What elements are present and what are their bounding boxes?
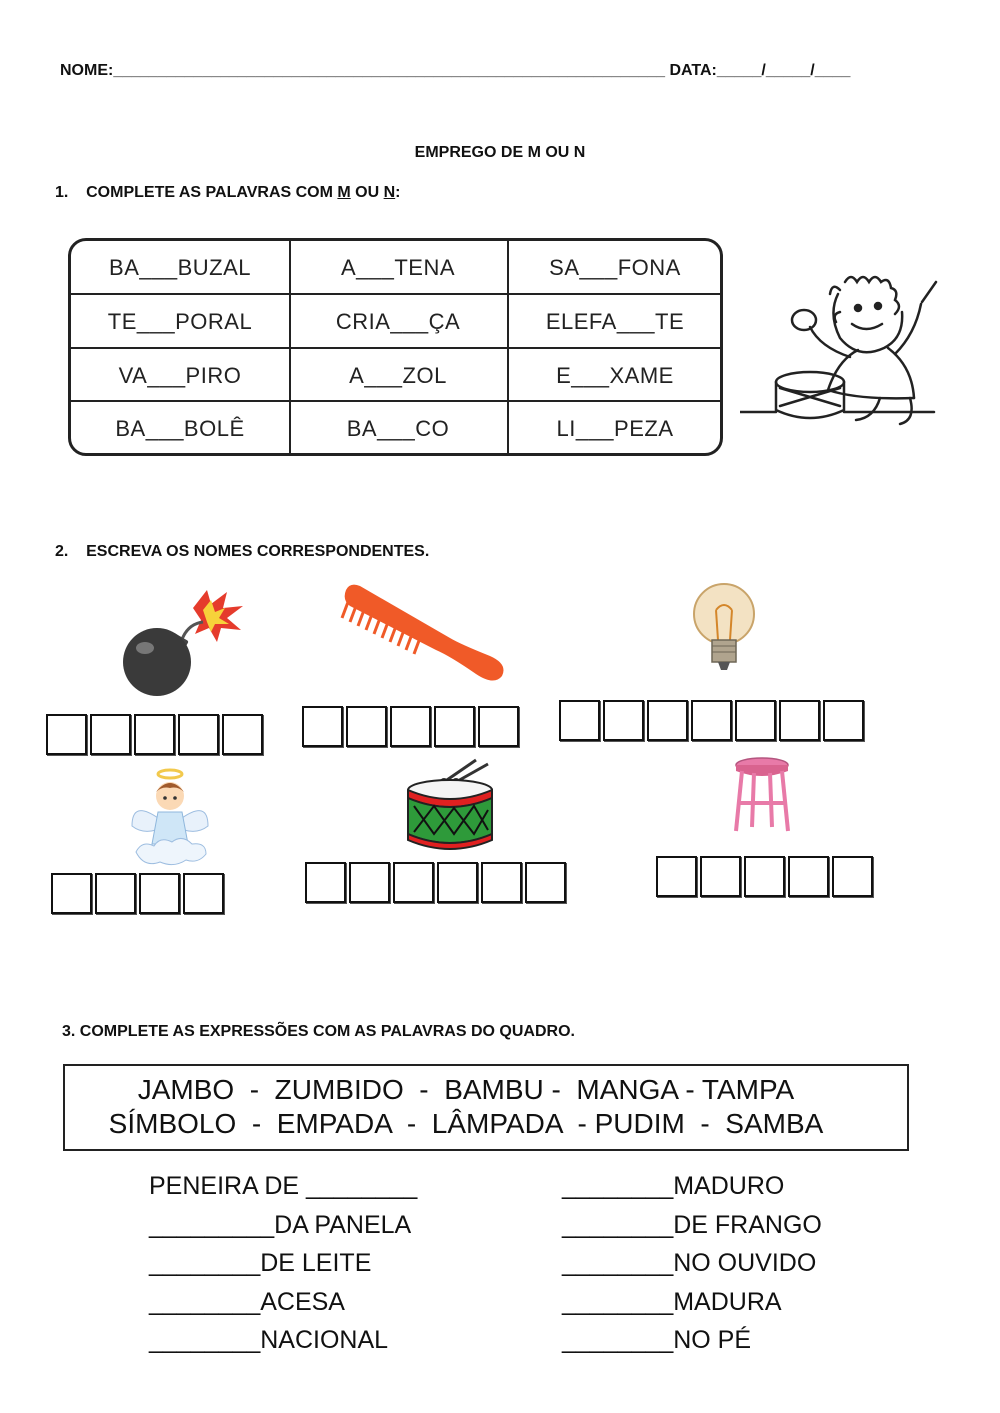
word-cell[interactable]: VA___PIRO [118, 362, 242, 388]
answer-boxes-angel [51, 873, 224, 914]
section1-heading [55, 184, 401, 202]
word-bank-line-1: JAMBO - ZUMBIDO - BAMBU - MANGA - TAMPA [137, 1074, 795, 1105]
word-table [68, 238, 723, 456]
word-cell[interactable]: A___TENA [340, 255, 456, 280]
section1-colon: : [395, 184, 401, 201]
letter-box[interactable] [779, 700, 820, 741]
expression-left-5[interactable]: ________NACIONAL [149, 1326, 389, 1354]
word-cell[interactable]: LI___PEZA [556, 416, 674, 441]
letter-box[interactable] [393, 862, 434, 903]
comb-icon [338, 580, 508, 685]
answer-boxes-drum [305, 862, 566, 903]
word-cell[interactable]: A___ZOL [349, 362, 447, 388]
letter-box[interactable] [434, 706, 475, 747]
letter-box[interactable] [302, 706, 343, 747]
lamp-icon [686, 580, 766, 675]
date-label: DATA: [669, 62, 717, 79]
letter-box[interactable] [222, 714, 263, 755]
letter-box[interactable] [832, 856, 873, 897]
letter-m: M [337, 184, 351, 201]
expression-right-2[interactable]: ________DE FRANGO [562, 1211, 822, 1239]
name-field[interactable]: ______________________________________________________________ [113, 62, 666, 79]
word-cell[interactable]: BA___BUZAL [109, 255, 251, 280]
bomb-icon [115, 588, 250, 698]
stool-icon [730, 755, 795, 835]
word-cell[interactable]: BA___BOLÊ [115, 416, 245, 441]
expression-right-1[interactable]: ________MADURO [562, 1172, 785, 1200]
answer-boxes-comb [302, 706, 519, 747]
letter-box[interactable] [390, 706, 431, 747]
section2-text: ESCREVA OS NOMES CORRESPONDENTES. [86, 543, 430, 560]
letter-box[interactable] [139, 873, 180, 914]
letter-box[interactable] [51, 873, 92, 914]
answer-boxes-bomb [46, 714, 263, 755]
expression-left-2[interactable]: _________DA PANELA [149, 1211, 412, 1239]
letter-box[interactable] [478, 706, 519, 747]
expression-right-5[interactable]: ________NO PÉ [562, 1326, 752, 1354]
letter-box[interactable] [481, 862, 522, 903]
letter-box[interactable] [46, 714, 87, 755]
letter-box[interactable] [788, 856, 829, 897]
section3-heading: 3. COMPLETE AS EXPRESSÕES COM AS PALAVRAS DO QUADRO. [62, 1023, 575, 1040]
angel-icon [130, 768, 210, 866]
word-cell[interactable]: CRIA___ÇA [335, 309, 461, 334]
expression-left-3[interactable]: ________DE LEITE [149, 1249, 372, 1277]
word-bank-line-2: SÍMBOLO - EMPADA - LÂMPADA - PUDIM - SAMBA [108, 1108, 824, 1139]
letter-box[interactable] [349, 862, 390, 903]
expression-left-1[interactable]: PENEIRA DE ________ [149, 1172, 418, 1200]
expression-right-3[interactable]: ________NO OUVIDO [562, 1249, 817, 1277]
drum-icon [404, 758, 499, 856]
answer-boxes-stool [656, 856, 873, 897]
letter-box[interactable] [823, 700, 864, 741]
word-cell[interactable]: E___XAME [556, 362, 674, 388]
letter-box[interactable] [559, 700, 600, 741]
letter-box[interactable] [178, 714, 219, 755]
section1-number: 1. [55, 184, 69, 201]
word-cell[interactable]: BA___CO [346, 416, 450, 441]
date-field[interactable]: _____/_____/____ [716, 62, 851, 79]
section2-number: 2. [55, 543, 69, 560]
letter-box[interactable] [437, 862, 478, 903]
letter-box[interactable] [691, 700, 732, 741]
expression-left-4[interactable]: ________ACESA [149, 1288, 345, 1316]
name-label: NOME: [60, 62, 114, 79]
word-cell[interactable]: TE___PORAL [107, 309, 253, 334]
section1-text: COMPLETE AS PALAVRAS COM [86, 184, 338, 201]
page-title: EMPREGO DE M OU N [414, 144, 586, 161]
answer-boxes-lamp [559, 700, 864, 741]
letter-box[interactable] [647, 700, 688, 741]
letter-box[interactable] [346, 706, 387, 747]
letter-box[interactable] [90, 714, 131, 755]
letter-box[interactable] [134, 714, 175, 755]
letter-box[interactable] [656, 856, 697, 897]
letter-box[interactable] [305, 862, 346, 903]
letter-n: N [383, 184, 396, 201]
word-bank [63, 1064, 909, 1151]
letter-box[interactable] [95, 873, 136, 914]
letter-box[interactable] [700, 856, 741, 897]
expression-right-4[interactable]: ________MADURA [562, 1288, 782, 1316]
letter-box[interactable] [183, 873, 224, 914]
letter-box[interactable] [744, 856, 785, 897]
letter-box[interactable] [603, 700, 644, 741]
section2-heading [55, 543, 429, 561]
letter-box[interactable] [525, 862, 566, 903]
section1-middle: OU [350, 184, 384, 201]
drummer-boy-icon [740, 262, 950, 442]
letter-box[interactable] [735, 700, 776, 741]
word-cell[interactable]: SA___FONA [549, 255, 681, 280]
word-cell[interactable]: ELEFA___TE [545, 309, 685, 334]
header-line [60, 62, 850, 80]
